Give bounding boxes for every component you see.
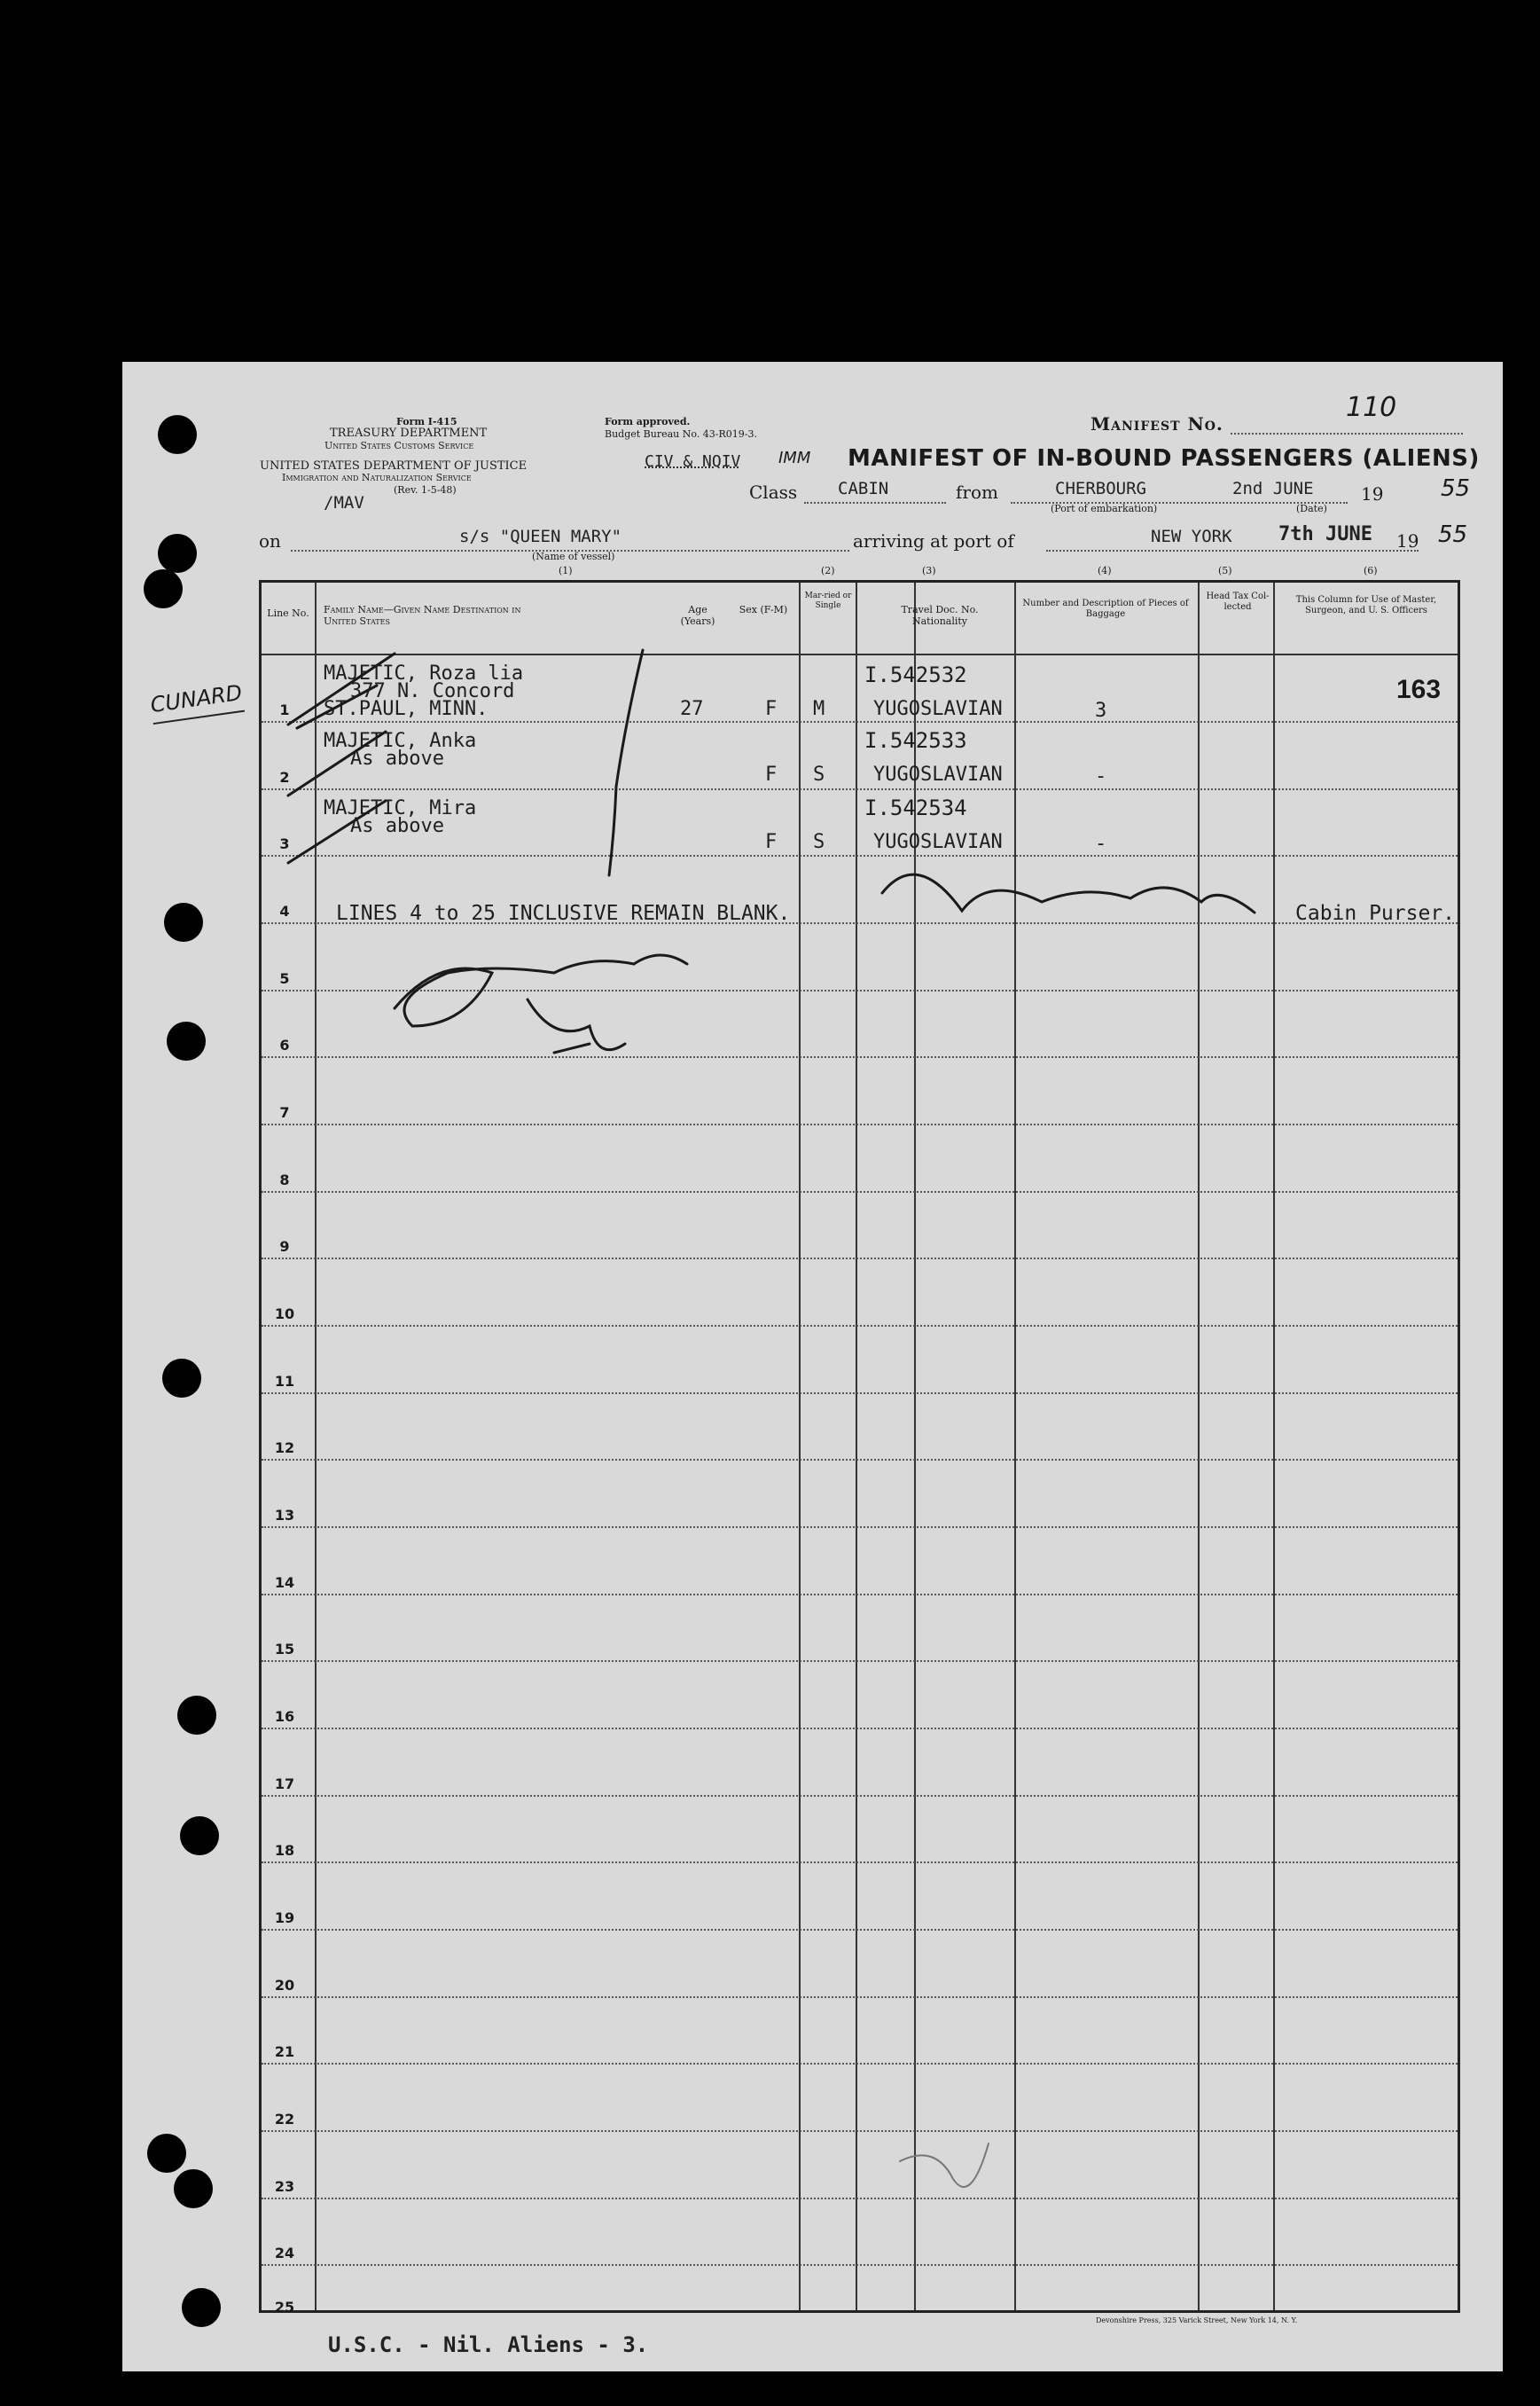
header-married: Mar-ried or Single — [804, 592, 852, 610]
passenger-nationality: YUGOSLAVIAN — [873, 698, 1003, 720]
line-number: 8 — [279, 1172, 290, 1188]
col-marker: (5) — [1218, 565, 1232, 576]
punch-hole — [158, 415, 197, 454]
form-id: Form I-415 — [396, 416, 457, 427]
header-sex: Sex (F-M) — [739, 604, 788, 615]
vessel-caption: (Name of vessel) — [532, 551, 615, 562]
budget-bureau: Budget Bureau No. 43-R019-3. — [605, 428, 758, 440]
arrival-year-prefix: 19 — [1396, 530, 1419, 552]
on-label: on — [259, 530, 281, 552]
passenger-sex: F — [765, 764, 778, 786]
class-value: CABIN — [838, 479, 889, 498]
col-marker: (3) — [922, 565, 936, 576]
passenger-baggage: - — [1095, 765, 1107, 788]
stamp-code: CIV & NQIV — [645, 452, 741, 471]
header-name: Family Name—Given Name Destination in United States — [324, 604, 521, 627]
line-number: 9 — [279, 1238, 290, 1255]
col-marker: (2) — [821, 565, 835, 576]
line-number: 20 — [274, 1977, 295, 1994]
stamp-handwritten: IMM — [778, 449, 811, 467]
arriving-label: arriving at port of — [853, 530, 1014, 552]
line-number: 22 — [274, 2111, 295, 2128]
passenger-nationality: YUGOSLAVIAN — [873, 831, 1003, 853]
header-head-tax: Head Tax Col-lected — [1206, 592, 1270, 612]
arrival-year-suffix: 55 — [1438, 521, 1468, 548]
year-prefix: 19 — [1361, 483, 1384, 505]
remain-blank-note: LINES 4 to 25 INCLUSIVE REMAIN BLANK. — [336, 902, 791, 925]
line-number: 4 — [279, 903, 290, 920]
line-number: 18 — [274, 1842, 295, 1859]
year-suffix: 55 — [1441, 475, 1471, 502]
embark-date: 2nd JUNE — [1232, 479, 1314, 498]
passenger-age: 27 — [680, 698, 704, 720]
printer-credit: Devonshire Press, 325 Varick Street, New York 14, N. Y. — [1096, 2316, 1298, 2324]
line-number: 24 — [274, 2245, 295, 2261]
line-number: 13 — [274, 1507, 295, 1524]
header-travel-doc: Travel Doc. No. Nationality — [901, 604, 979, 627]
line-number: 1 — [279, 701, 290, 718]
customs-service: United States Customs Service — [324, 440, 474, 451]
footer-summary: U.S.C. - Nil. Aliens - 3. — [328, 2332, 649, 2357]
line-number: 10 — [274, 1305, 295, 1322]
line-number: 3 — [279, 835, 290, 852]
passenger-sex: F — [765, 698, 778, 720]
passenger-sex: F — [765, 831, 778, 853]
line-number: 14 — [274, 1574, 295, 1591]
header-line-no: Line No. — [267, 607, 309, 619]
from-label: from — [956, 482, 998, 503]
officer-note: 163 — [1396, 675, 1442, 704]
passenger-nationality: YUGOSLAVIAN — [873, 764, 1003, 786]
may-mark: /MAV — [324, 493, 364, 513]
arrival-date: 7th JUNE — [1278, 523, 1372, 545]
treasury-dept: TREASURY DEPARTMENT — [330, 427, 488, 440]
passenger-name: MAJETIC, Mira — [324, 797, 477, 819]
port-embarkation: CHERBOURG — [1055, 479, 1146, 498]
passenger-marital: M — [813, 698, 825, 720]
line-number: 16 — [274, 1708, 295, 1725]
passenger-name: MAJETIC, Anka — [324, 730, 477, 752]
line-number: 21 — [274, 2043, 295, 2060]
form-revision: (Rev. 1-5-48) — [394, 484, 457, 496]
port-caption: (Port of embarkation) — [1051, 503, 1158, 514]
punch-hole — [147, 2134, 186, 2173]
header-baggage: Number and Description of Pieces of Baggage — [1022, 599, 1189, 619]
col-marker: (6) — [1364, 565, 1378, 576]
passenger-marital: S — [813, 831, 825, 853]
cunard-annotation: CUNARD — [149, 680, 245, 725]
line-number: 12 — [274, 1439, 295, 1456]
line-number: 15 — [274, 1641, 295, 1658]
line-number: 6 — [279, 1037, 290, 1054]
punch-hole — [167, 1022, 206, 1061]
passenger-doc: I.542533 — [864, 728, 967, 753]
arrival-port: NEW YORK — [1151, 527, 1232, 546]
passenger-doc: I.542532 — [864, 662, 967, 687]
passenger-address: As above — [350, 748, 444, 770]
passenger-address: 377 N. Concord — [350, 680, 515, 702]
justice-dept: UNITED STATES DEPARTMENT OF JUSTICE — [260, 459, 528, 473]
header-age: Age (Years) — [680, 604, 715, 627]
col-marker: (4) — [1098, 565, 1112, 576]
passenger-doc: I.542534 — [864, 795, 967, 820]
manifest-title: MANIFEST OF IN-BOUND PASSENGERS (ALIENS) — [848, 445, 1480, 472]
manifest-number: 110 — [1346, 392, 1397, 423]
ins-service: Immigration and Naturalization Service — [282, 472, 472, 483]
line-number: 23 — [274, 2178, 295, 2195]
punch-hole — [164, 903, 203, 942]
col-marker: (1) — [559, 565, 573, 576]
passenger-baggage: - — [1095, 833, 1107, 855]
punch-hole — [177, 1696, 216, 1735]
vessel-name: s/s "QUEEN MARY" — [459, 527, 622, 546]
manifest-label: Manifest No. — [1091, 413, 1223, 435]
line-number: 5 — [279, 970, 290, 987]
manifest-table — [259, 580, 1460, 2316]
line-number: 19 — [274, 1909, 295, 1926]
passenger-address: ST.PAUL, MINN. — [324, 698, 489, 720]
line-number: 11 — [274, 1373, 295, 1390]
line-number: 7 — [279, 1104, 290, 1121]
punch-hole — [162, 1359, 201, 1398]
header-officers: This Column for Use of Master, Surgeon, and U. S. Officers — [1295, 595, 1437, 615]
line-number: 17 — [274, 1775, 295, 1792]
punch-hole — [174, 2169, 213, 2208]
punch-hole — [180, 1816, 219, 1855]
class-label: Class — [749, 482, 798, 503]
punch-hole — [158, 534, 197, 573]
punch-hole — [144, 569, 183, 608]
passenger-baggage: 3 — [1095, 700, 1107, 722]
punch-hole — [182, 2288, 221, 2327]
purser-title: Cabin Purser. — [1295, 902, 1456, 925]
date-caption: (Date) — [1296, 503, 1327, 514]
handwriting-overlay — [262, 583, 1463, 2316]
passenger-marital: S — [813, 764, 825, 786]
form-approved: Form approved. — [605, 416, 691, 427]
passenger-address: As above — [350, 815, 444, 837]
line-number: 2 — [279, 769, 290, 786]
line-number: 25 — [274, 2299, 295, 2316]
passenger-name: MAJETIC, Roza lia — [324, 662, 524, 685]
